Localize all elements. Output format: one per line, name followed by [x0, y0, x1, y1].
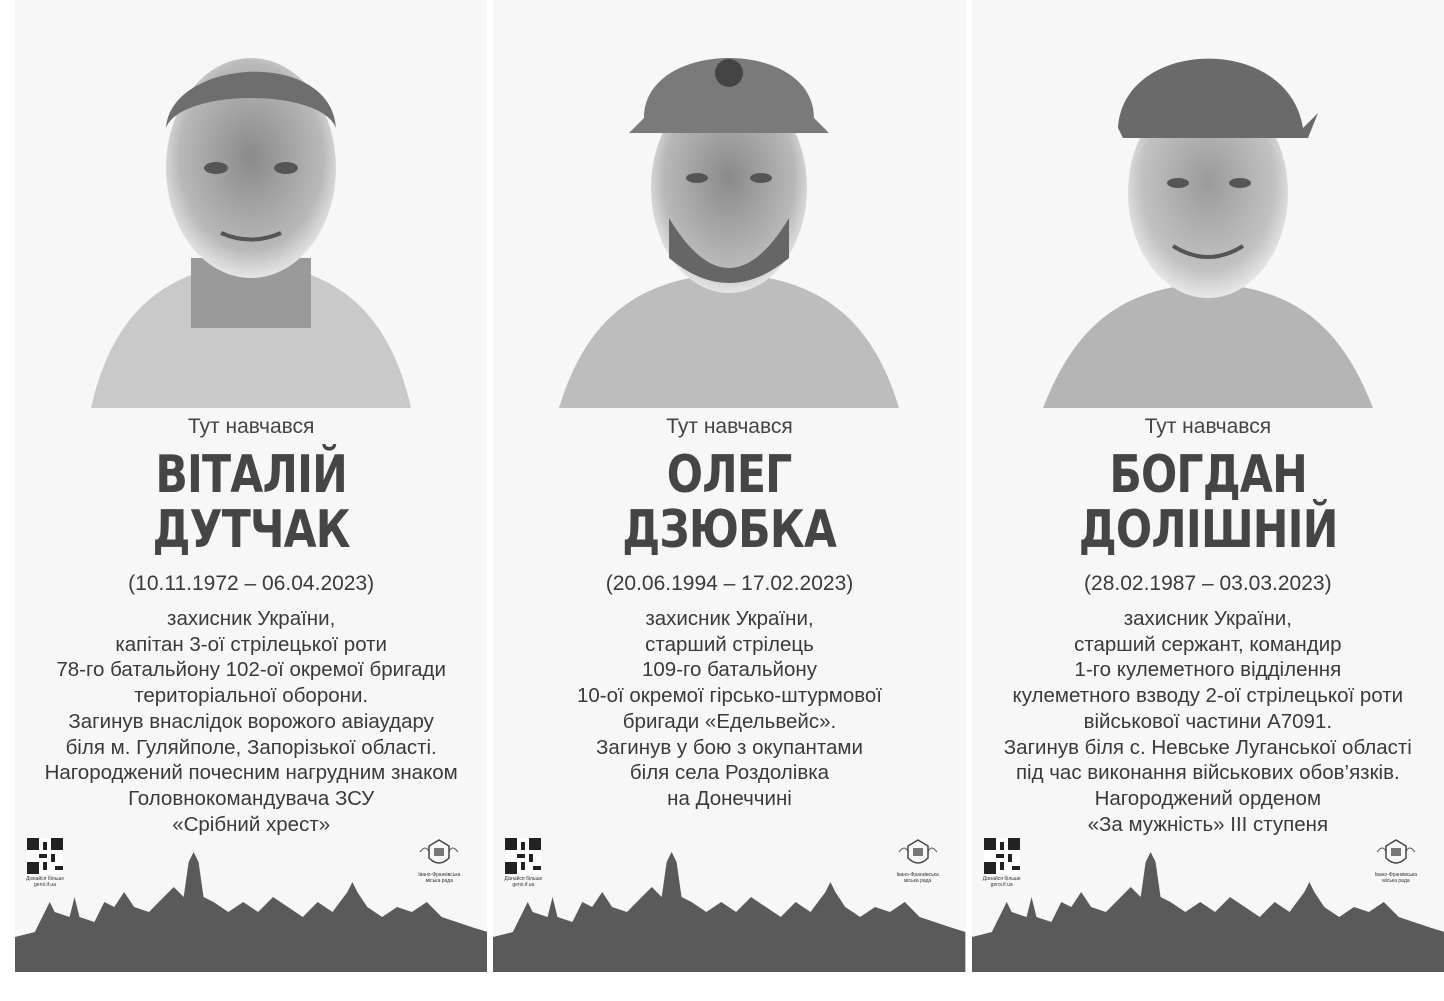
bio-line: захисник України, — [1123, 607, 1292, 630]
bio-line: «Срібний хрест» — [172, 812, 331, 836]
bio-line: Нагороджений орденом — [1094, 786, 1322, 810]
qr-caption-line: Дізнайся більше — [25, 876, 64, 882]
bio-line: 10-ої окремої гірсько-штурмової — [576, 684, 882, 708]
bio-line: Нагороджений почесним нагрудним знаком — [44, 761, 458, 785]
bio-line: біля села Роздолівка — [629, 761, 830, 785]
portrait-photo — [549, 18, 909, 408]
bio-line: капітан 3-ої стрілецької роти — [115, 632, 387, 656]
bio-line: захисник України, — [645, 607, 814, 630]
qr-caption-line: geroi.if.ua — [990, 882, 1013, 888]
biography — [15, 606, 487, 837]
studied-here-label: Тут навчався — [187, 415, 315, 438]
city-skyline — [15, 842, 487, 972]
life-dates: (10.11.1972 – 06.04.2023) — [128, 572, 375, 595]
studied-here-label: Тут навчався — [1144, 415, 1272, 438]
bio-line: старший стрілець — [645, 632, 814, 656]
qr-caption-line: geroi.if.ua — [512, 882, 535, 888]
bio-line: Загинув внаслідок ворожого авіаудару — [68, 709, 434, 733]
bio-line: військової частини А7091. — [1083, 709, 1333, 733]
qr-caption-line: Дізнайся більше — [504, 876, 543, 882]
biography — [972, 606, 1444, 837]
bio-line: 78-го батальйону 102-ої окремої бригади — [56, 658, 446, 682]
last-name: ДЗЮБКА — [622, 500, 837, 560]
life-dates: (20.06.1994 – 17.02.2023) — [605, 572, 854, 595]
bio-line: старший сержант, командир — [1074, 632, 1342, 656]
city-skyline — [972, 842, 1444, 972]
last-name: ДОЛІШНІЙ — [1078, 500, 1338, 560]
memorial-panel-3 — [972, 0, 1444, 972]
bio-line: на Донеччині — [667, 786, 792, 810]
crest-caption-line: міська рада — [903, 878, 932, 884]
bio-line: біля м. Гуляйполе, Запорізької області. — [65, 735, 437, 759]
first-name: ОЛЕГ — [667, 445, 792, 505]
biography — [493, 606, 965, 812]
bio-line: 1-го кулеметного відділення — [1074, 658, 1342, 682]
bio-line: Загинув біля с. Невське Луганської області — [1003, 735, 1412, 759]
bio-line: територіальної оборони. — [134, 684, 369, 708]
city-skyline — [493, 842, 965, 972]
crest-caption-line: Івано-Франківська — [418, 872, 461, 878]
crest-caption-line: Івано-Франківська — [1374, 872, 1418, 878]
life-dates: (28.02.1987 – 03.03.2023) — [1084, 572, 1332, 595]
portrait-photo — [71, 18, 431, 408]
bio-line: 109-го батальйону — [641, 658, 817, 682]
bio-line: Загинув у бою з окупантами — [596, 735, 863, 759]
bio-line: «За мужність» III ступеня — [1087, 812, 1329, 836]
bio-line: Головнокомандувача ЗСУ — [128, 786, 375, 810]
bio-line: кулеметного взводу 2-ої стрілецької роти — [1012, 684, 1404, 708]
crest-caption-line: міська рада — [1382, 878, 1410, 884]
memorial-panel-1 — [15, 0, 487, 972]
last-name: ДУТЧАК — [152, 500, 350, 560]
qr-caption-line: geroi.if.ua — [34, 882, 56, 888]
crest-caption-line: Івано-Франківська — [896, 872, 939, 878]
studied-here-label: Тут навчався — [666, 415, 793, 438]
hero-name — [536, 445, 923, 560]
bio-line: бригади «Едельвейс». — [622, 709, 837, 733]
bio-line: захисник України, — [167, 607, 336, 630]
memorial-panel-2 — [493, 0, 965, 972]
hero-name — [1014, 445, 1401, 560]
first-name: БОГДАН — [1108, 445, 1307, 505]
qr-caption-line: Дізнайся більше — [982, 876, 1021, 882]
crest-caption-line: міська рада — [425, 878, 454, 884]
bio-line: під час виконання військових обов’язків. — [1015, 761, 1400, 785]
portrait-photo — [1028, 18, 1388, 408]
hero-name — [58, 445, 445, 560]
first-name: ВІТАЛІЙ — [155, 445, 348, 505]
